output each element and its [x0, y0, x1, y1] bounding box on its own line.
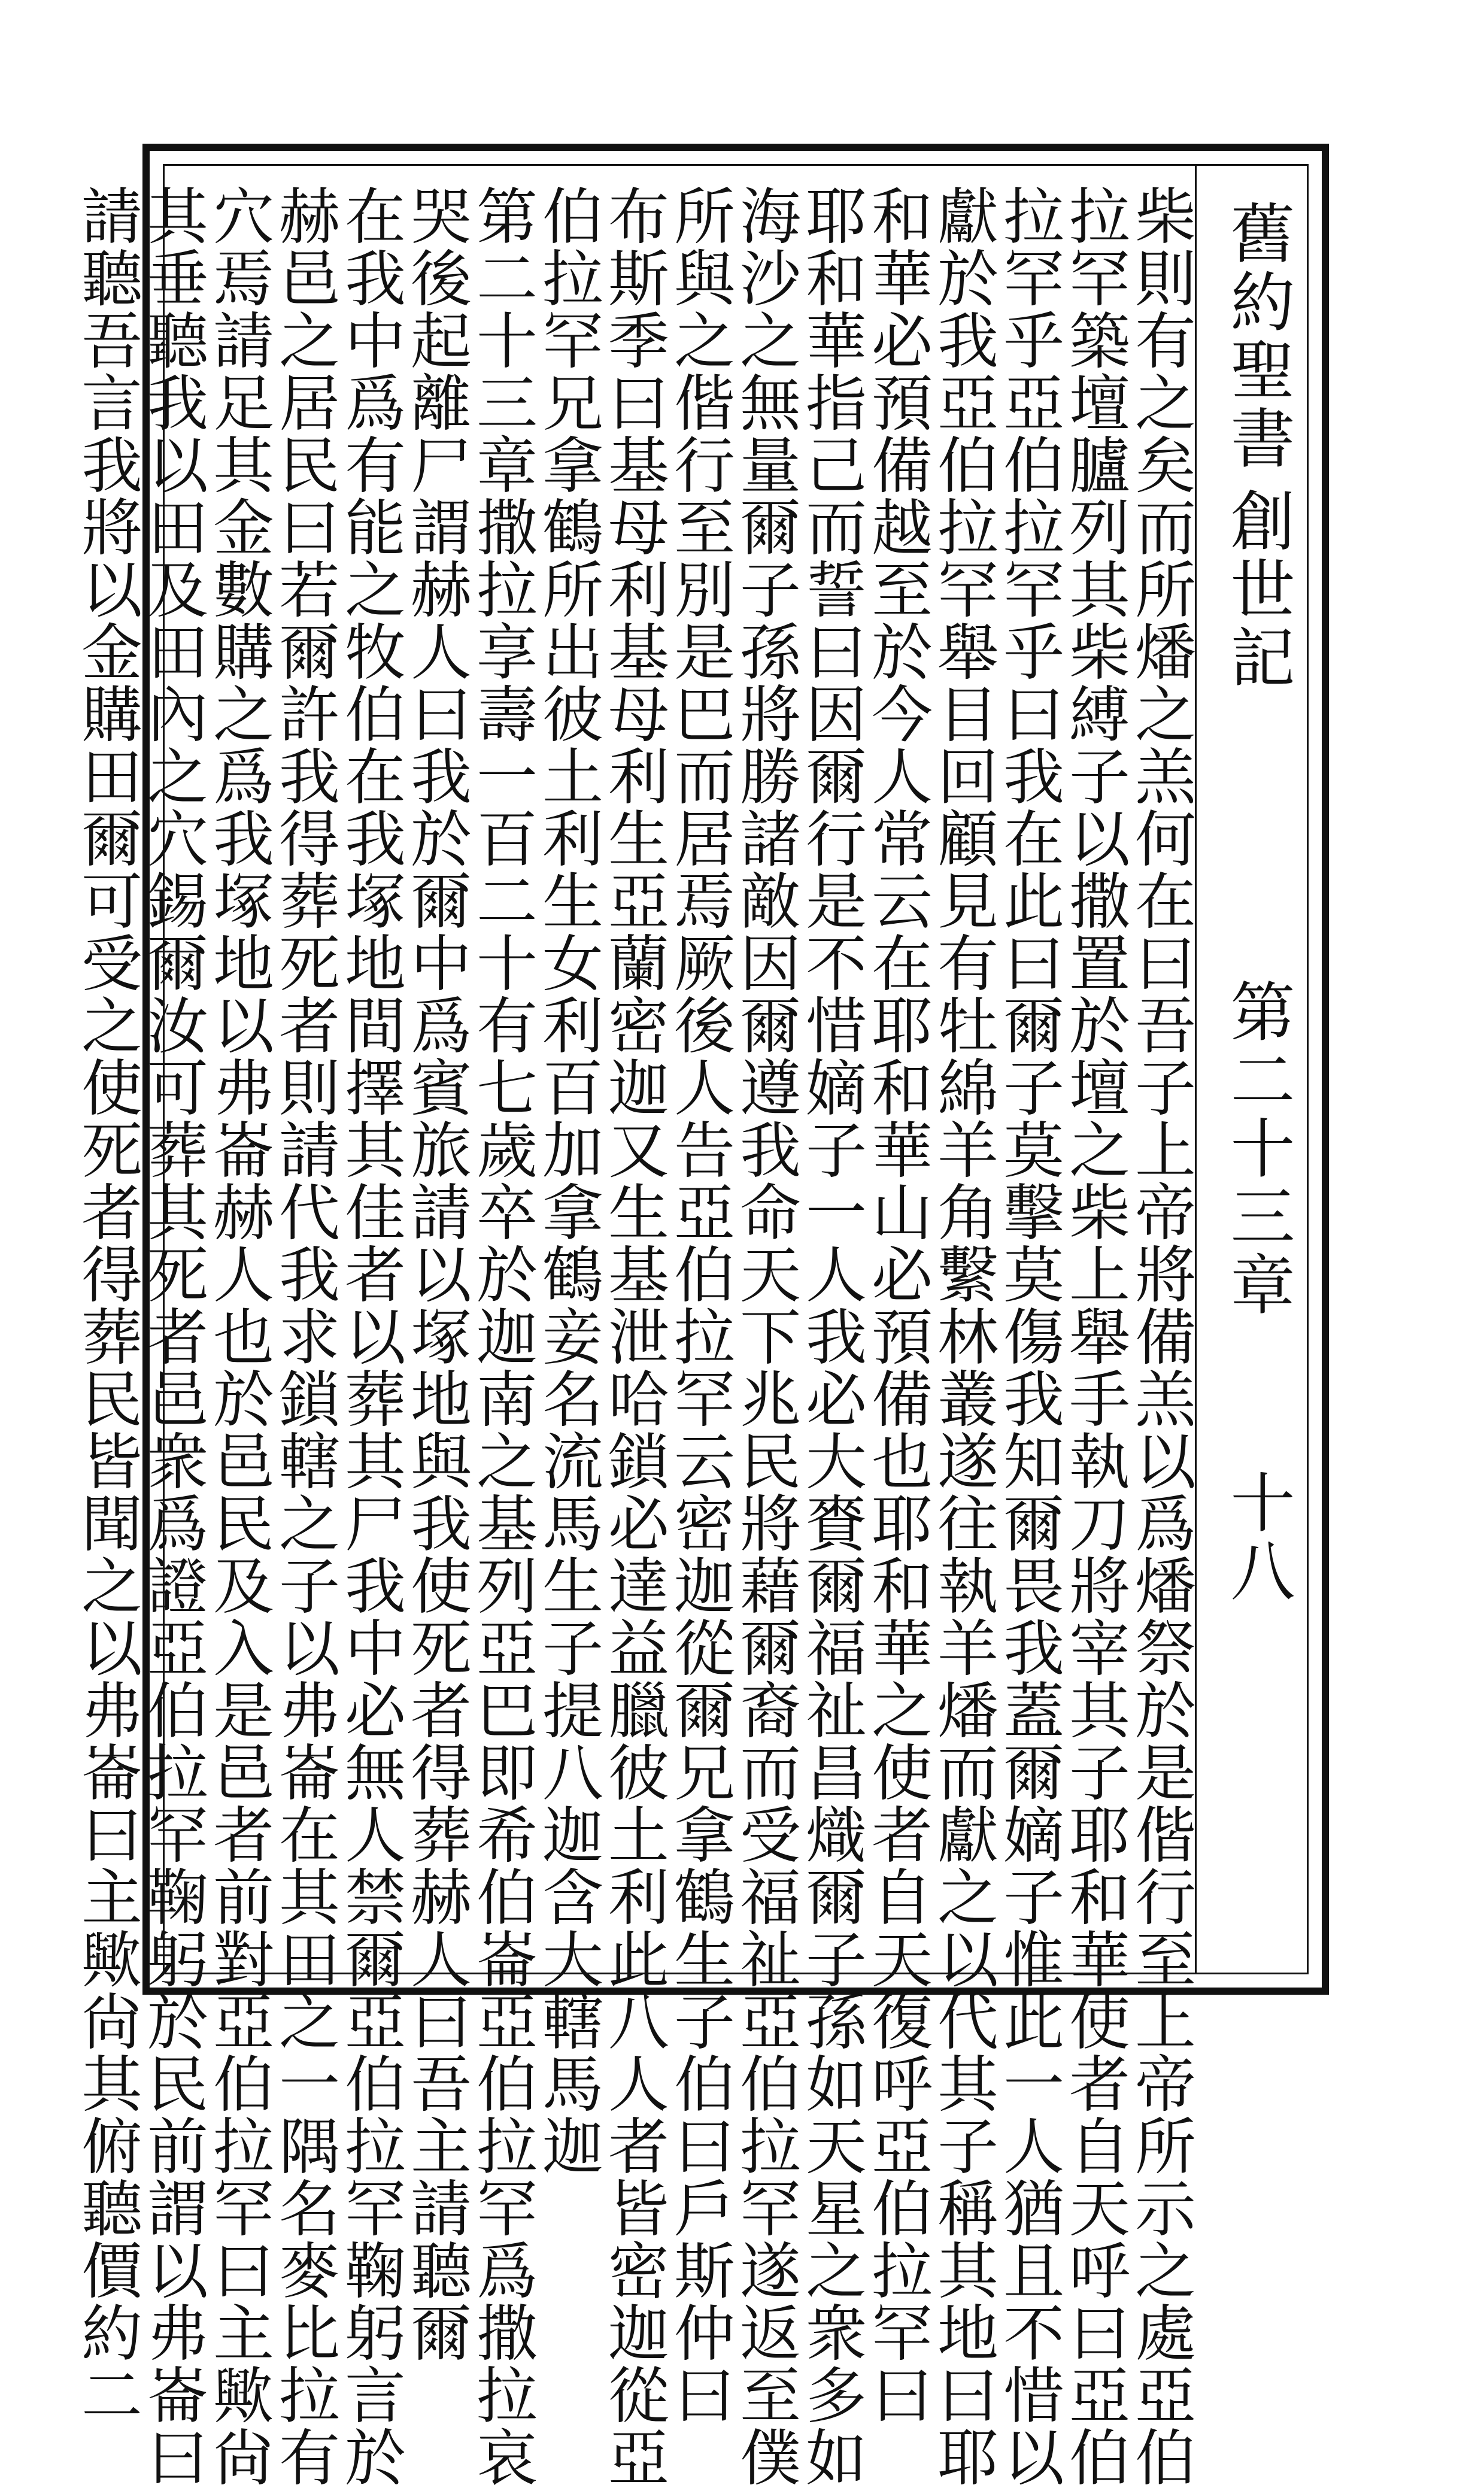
main-text-body: [71, 174, 1196, 2488]
text-column: 伯拉罕兄拿鶴所出彼土利生女利百加拿鶴妾名流馬生子提八迦含大轄馬迦: [532, 184, 603, 2177]
text-column: 海沙之無量爾子孫將勝諸敵因爾遵我命天下兆民將藉爾裔而受福祉亞伯拉罕遂返至僕: [730, 184, 801, 2488]
text-column: 獻於我亞伯拉罕舉目回顧見有牡綿羊角繫林叢遂往執羊燔而獻之以代其子稱其地曰耶: [927, 184, 999, 2488]
text-column: 第二十三章撒拉享壽一百二十有七歲卒於迦南之基列亞巴即希伯崙亞伯拉罕爲撒拉哀: [466, 184, 538, 2488]
text-columns: [71, 174, 1196, 2488]
text-column: 和華必預備越至於今人常云在耶和華山必預備也耶和華之使者自天復呼亞伯拉罕曰: [861, 184, 933, 2426]
text-column: 赫邑之居民曰若爾許我得葬死者則請代我求鎖轄之子以弗崙在其田之一隅名麥比拉有: [269, 184, 340, 2488]
text-column: 拉罕乎亞伯拉罕乎曰我在此曰爾子莫擊莫傷我知爾畏我蓋爾嫡子惟此一人猶且不惜以: [993, 184, 1064, 2488]
text-column: 柴則有之矣而所燔之羔何在曰吾子上帝將備羔以爲燔祭於是偕行至上帝所示之處亞伯: [1125, 184, 1196, 2488]
text-column: 在我中爲有能之牧伯在我塚地間擇其佳者以葬其尸我中必無人禁爾亞伯拉罕鞠躬言於: [335, 184, 406, 2488]
book-name: 創世記: [1219, 487, 1294, 692]
page-header: [1195, 164, 1309, 1974]
text-column: 哭後起離尸謂赫人曰我於爾中爲賓旅請以塚地與我使死者得葬赫人曰吾主請聽爾: [400, 184, 472, 2363]
chapter-title: 第二十三章: [1219, 978, 1294, 1319]
text-column: 拉罕築壇臚列其柴縛子以撒置於壇之柴上舉手執刀將宰其子耶和華使者自天呼曰亞伯: [1059, 184, 1130, 2488]
text-column: 請聽吾言我將以金購田爾可受之使死者得葬民皆聞之以弗崙曰主歟尙其俯聽價約二: [71, 184, 142, 2426]
text-column: 布斯季曰基母利基母利生亞蘭密迦又生基泄哈鎖必達益臘彼土利此八人者皆密迦從亞: [598, 184, 669, 2488]
text-column: 穴焉請足其金數購之爲我塚地以弗崙赫人也於邑民及入是邑者前對亞伯拉罕曰主歟尙: [203, 184, 274, 2488]
text-column: 所與之偕行至別是巴而居焉厥後人告亞伯拉罕云密迦從爾兄拿鶴生子伯曰戶斯仲曰: [664, 184, 735, 2426]
page-number: 十八: [1219, 1469, 1294, 1606]
book-title: 舊約聖書: [1219, 200, 1294, 473]
text-column: 其垂聽我以田及田內之穴錫爾汝可葬其死者邑衆爲證亞伯拉罕鞠躬於民前謂以弗崙曰: [137, 184, 208, 2488]
text-column: 耶和華指己而誓曰因爾行是不惜嫡子一人我必大賚爾福祉昌熾爾子孫如天星之衆多如: [796, 184, 867, 2488]
